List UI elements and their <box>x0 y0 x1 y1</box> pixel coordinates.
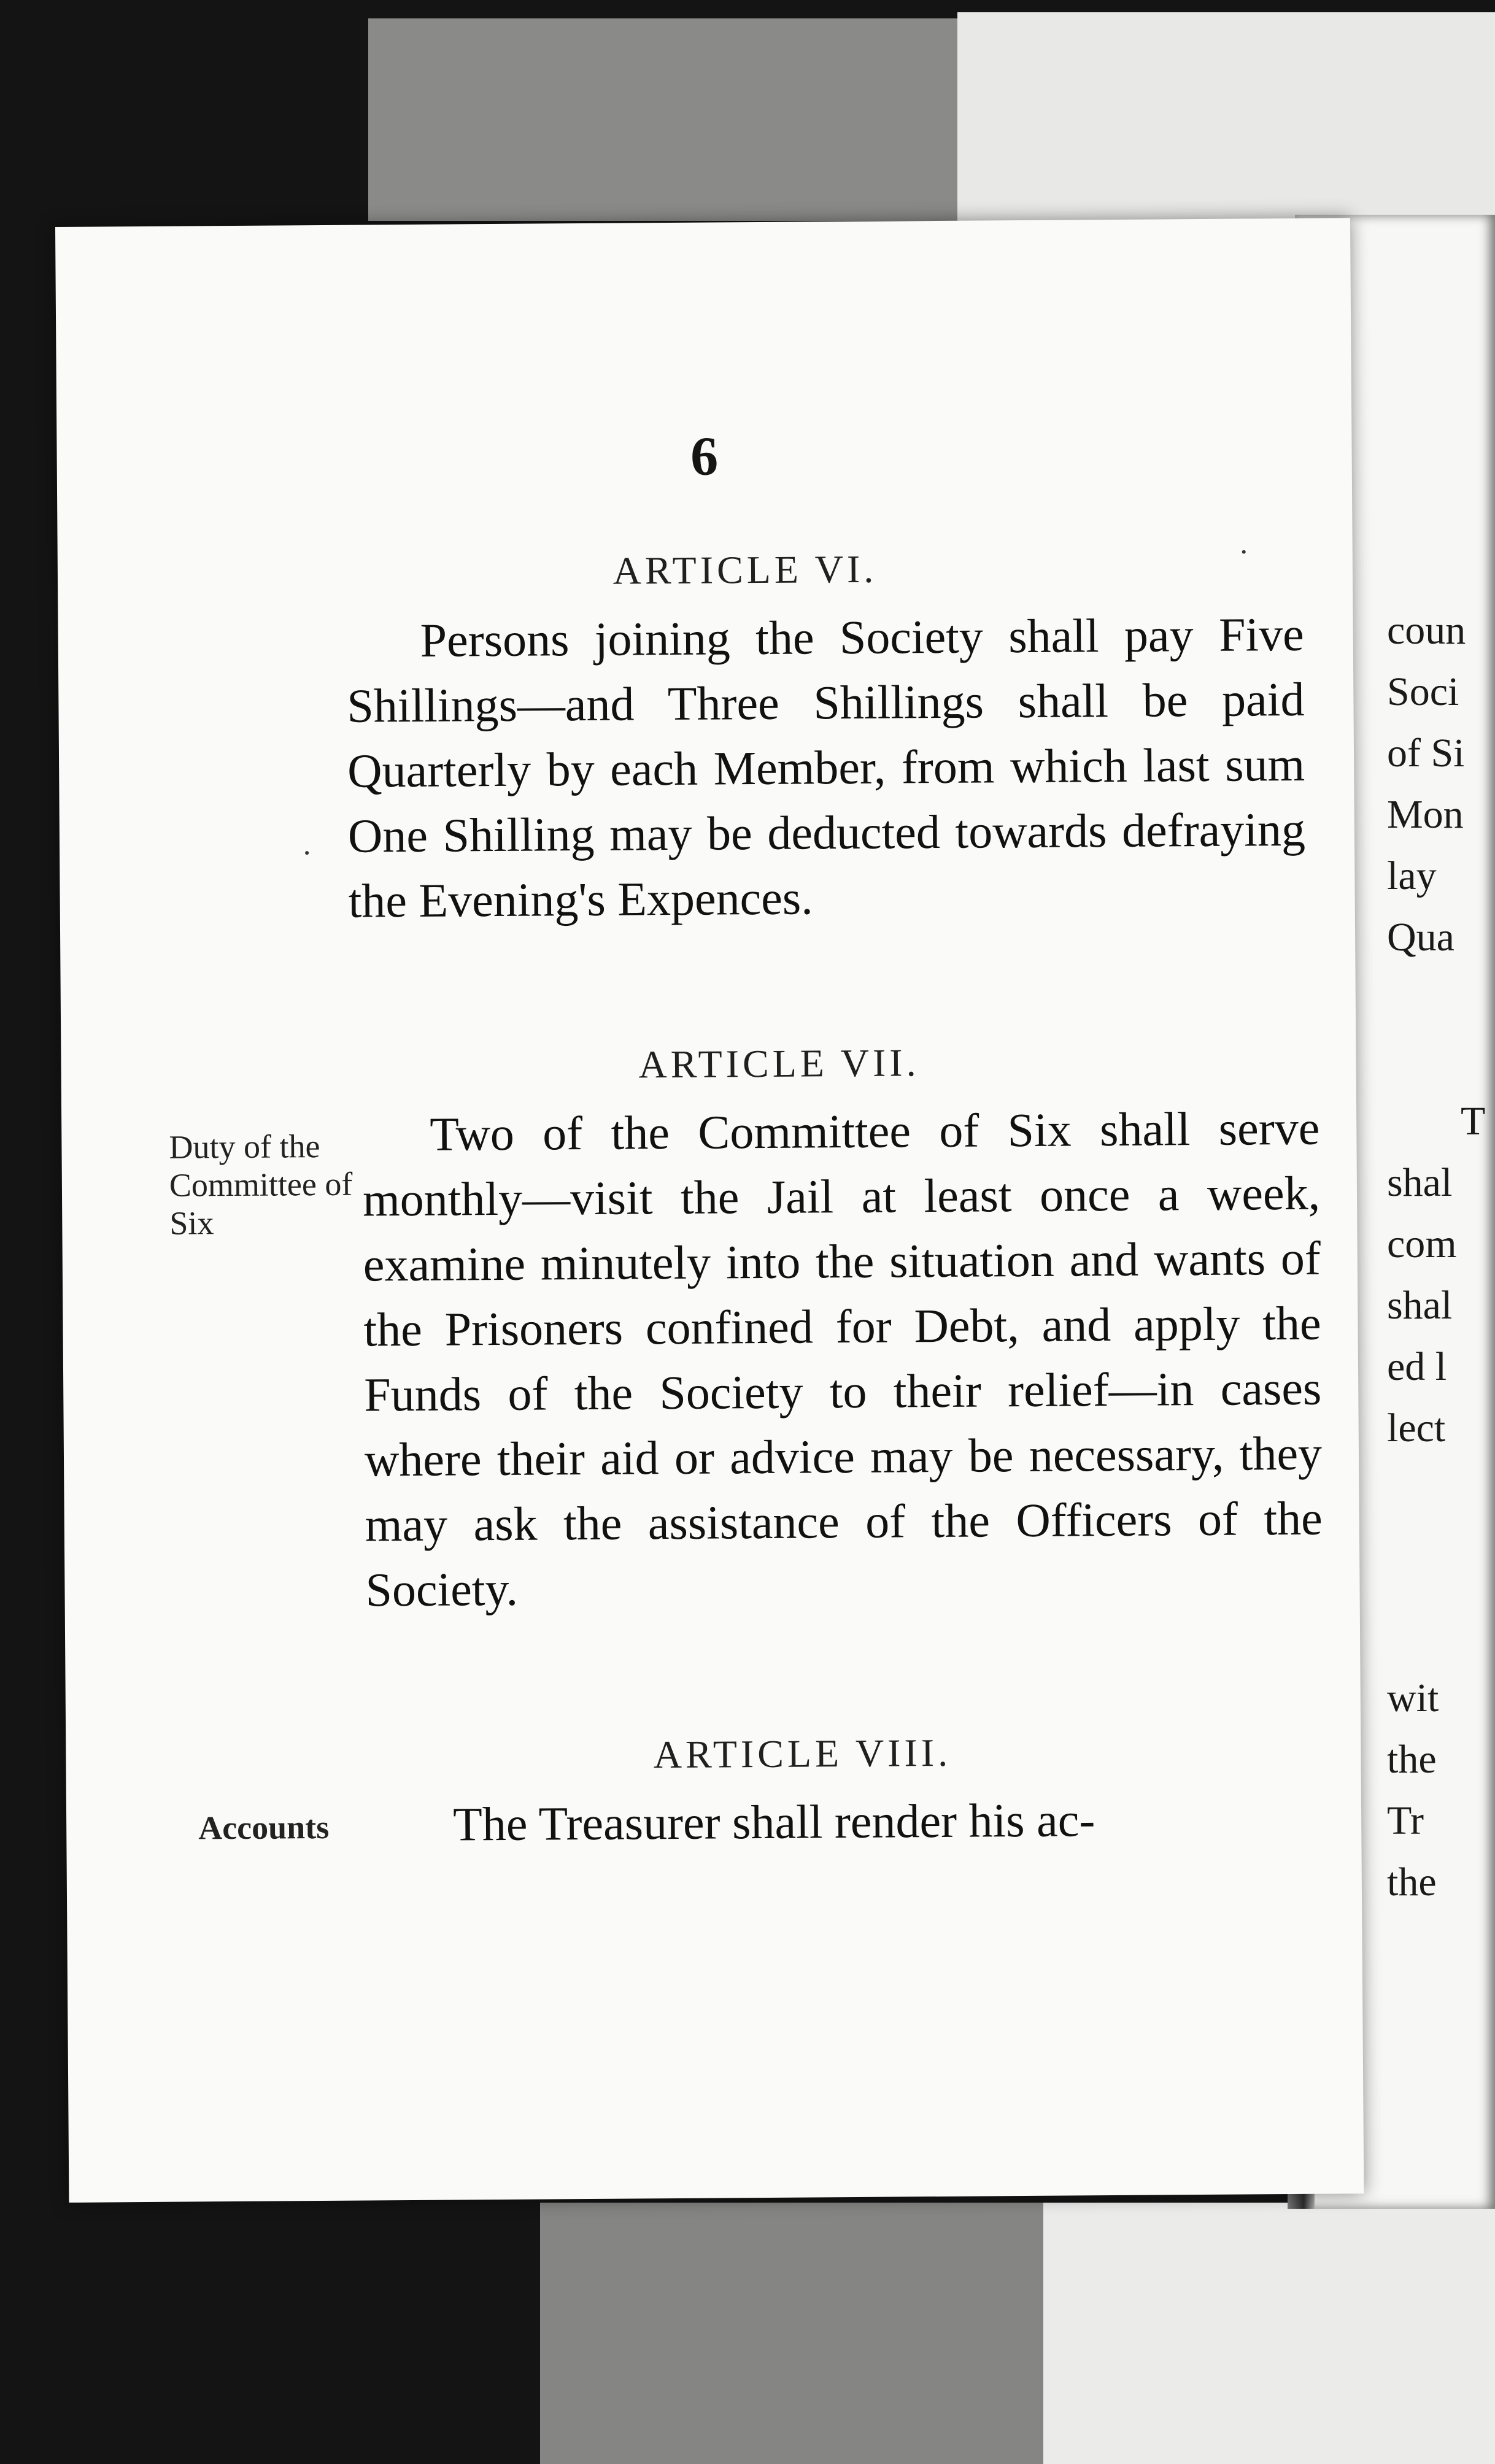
facing-fragment: wit <box>1387 1676 1439 1720</box>
article-text: Persons joining the Society shall pay Five Shillings—and Three Shillings shall be paid Quarterly by each Member, from which last sum One Shilling may be deducted towards defraying the Evening's Expences. <box>347 607 1306 928</box>
margin-note: Duty of the Committee of Six <box>169 1128 353 1242</box>
paper-speck <box>1242 550 1246 553</box>
facing-fragment: com <box>1387 1222 1457 1266</box>
background-top-gray <box>368 18 957 221</box>
background-bottom-gray <box>540 2203 1043 2464</box>
background-top-white <box>957 12 1495 221</box>
facing-fragment: of Si <box>1387 731 1465 776</box>
article-text: Two of the Committee of Six shall serve monthly—visit the Jail at least once a week, examine minutely into the situation and wants of the Prisoners confined for Debt, and apply the Funds of the Society to their relief—in cases where their aid or advice may be necessary, they may ask the assistance of the Officers of the Society. <box>362 1101 1323 1617</box>
facing-fragment: the <box>1387 1737 1437 1782</box>
paper-speck <box>305 851 309 855</box>
facing-fragment: lay <box>1387 853 1437 898</box>
article-text: The Treasurer shall render his ac- <box>452 1793 1095 1851</box>
facing-fragment: ed l <box>1387 1344 1447 1389</box>
facing-fragment: shal <box>1387 1160 1453 1205</box>
facing-fragment: Tr <box>1387 1798 1424 1843</box>
facing-fragment: Qua <box>1387 915 1454 960</box>
article-heading: ARTICLE VII. <box>638 1041 920 1087</box>
article-heading: ARTICLE VI. <box>612 547 878 593</box>
facing-fragment: the <box>1387 1860 1437 1904</box>
facing-fragment: T <box>1461 1099 1486 1144</box>
facing-fragment: Mon <box>1387 792 1464 837</box>
document-page <box>55 218 1364 2203</box>
facing-fragment: coun <box>1387 608 1466 653</box>
page-number: 6 <box>690 426 719 487</box>
facing-fragment: Soci <box>1387 669 1459 714</box>
article-heading: ARTICLE VIII. <box>653 1730 952 1777</box>
background-bottom-white <box>1043 2203 1495 2464</box>
facing-fragment: shal <box>1387 1283 1453 1328</box>
margin-note: Accounts <box>198 1808 330 1847</box>
facing-fragment: lect <box>1387 1406 1446 1450</box>
